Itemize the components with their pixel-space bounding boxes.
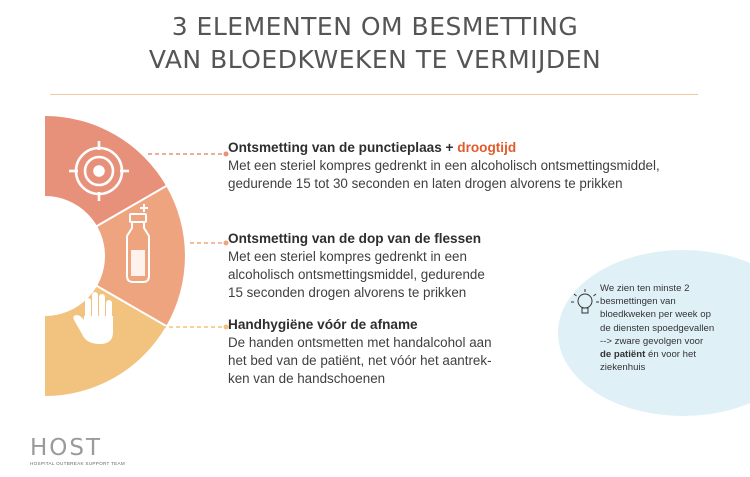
host-logo (30, 436, 125, 466)
item-3-heading: Handhygiëne vóór de afname (228, 317, 418, 332)
item-1-heading: Ontsmetting van de punctieplaas + droogtijd (228, 140, 517, 155)
item-2-text-line-3: 15 seconden drogen alvorens te prikken (228, 285, 467, 300)
item-3-text-line-1: De handen ontsmetten met handalcohol aan (228, 335, 492, 350)
item-3-text-line-2: het bed van de patiënt, net vóór het aantrek- (228, 353, 492, 368)
note-bold-patient: de patiënt (600, 349, 646, 361)
logo-word: HOST (30, 435, 103, 461)
note-line-1: We zien ten minste 2 (600, 283, 690, 294)
title-line-1: 3 ELEMENTEN OM BESMETTING (171, 12, 579, 41)
logo-tagline: HOSPITAL OUTBREAK SUPPORT TEAM (30, 461, 126, 466)
title-line-2: VAN BLOEDKWEKEN TE VERMIJDEN (148, 45, 602, 74)
note-line-7: ziekenhuis (600, 362, 646, 374)
item-2-text-line-2: alcoholisch ontsmettingsmiddel, gedurende (228, 267, 485, 282)
note-line-6: de patiënt én voor het (600, 349, 696, 361)
note-line-3: bloedkweken per week op (600, 309, 711, 321)
note-line-5: --> zware gevolgen voor (600, 335, 704, 347)
item-2-heading: Ontsmetting van de dop van de flessen (228, 231, 482, 246)
item-2-text-line-1: Met een steriel kompres gedrenkt in een (228, 249, 467, 264)
note-line-4: de diensten spoedgevallen (600, 322, 715, 334)
item-1-heading-accent: droogtijd (457, 140, 517, 155)
item-3-text-line-3: ken van de handschoenen (228, 371, 386, 386)
item-1-text-line-1: Met een steriel kompres gedrenkt in een alcoholisch ontsmettingsmiddel, (228, 158, 660, 173)
item-1-text-line-2: gedurende 15 tot 30 seconden en laten drogen alvorens te prikken (228, 176, 623, 191)
note-text (600, 282, 750, 374)
note-line-2: besmettingen van (600, 296, 676, 308)
